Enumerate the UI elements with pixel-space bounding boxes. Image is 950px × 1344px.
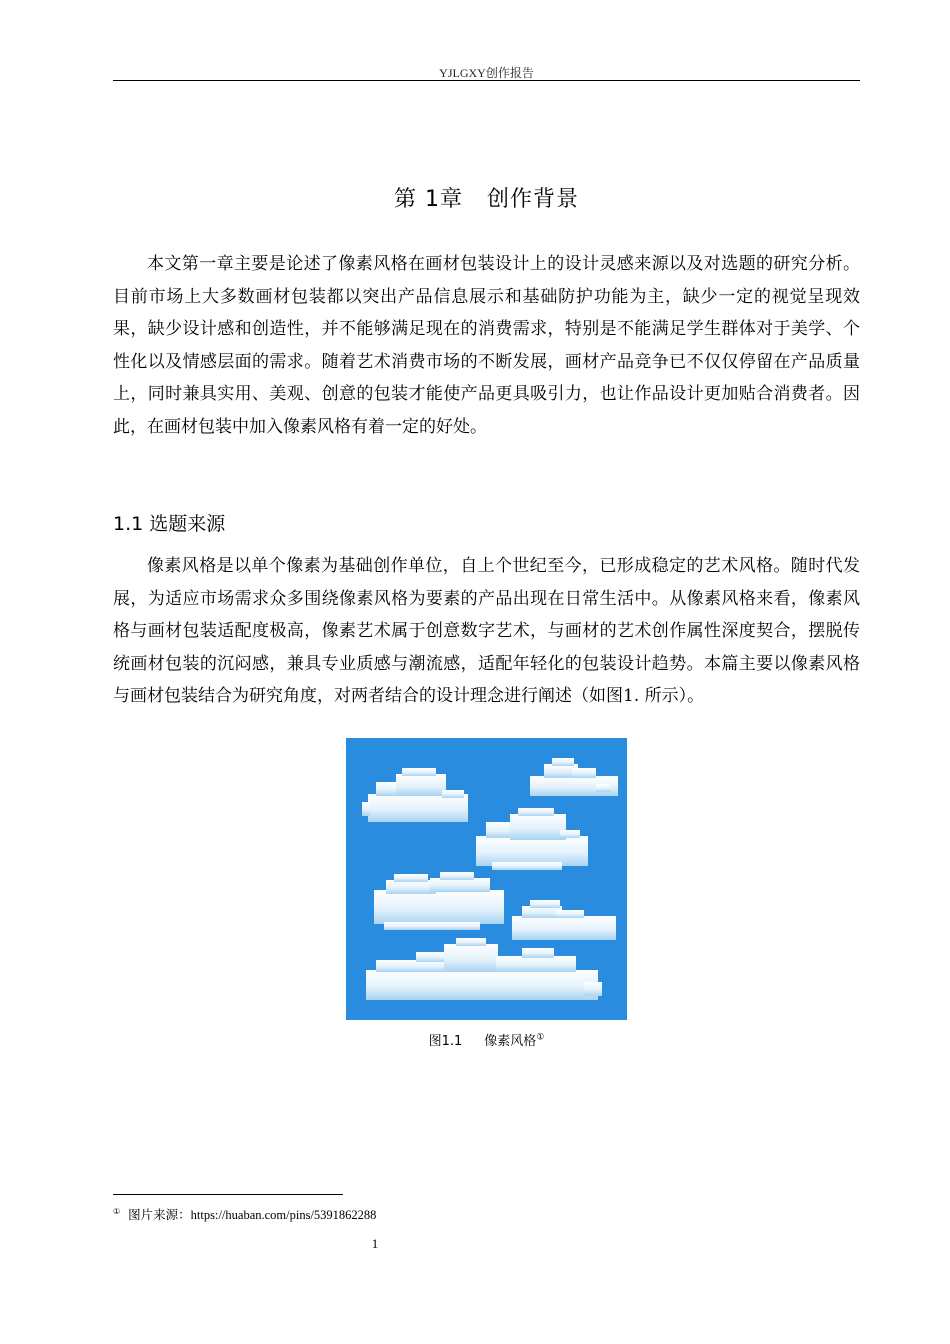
footnote <box>113 1205 376 1223</box>
chapter-title <box>113 182 860 213</box>
cloud-middle-right <box>512 900 616 940</box>
cloud-center <box>476 808 588 870</box>
figure-caption <box>346 1030 627 1049</box>
pixel-clouds-image <box>346 738 627 1020</box>
chapter-number: 第 1章 <box>393 187 463 212</box>
pixel-cloud-figure <box>346 738 627 1020</box>
page-header: YJLGXY创作报告 <box>439 66 534 80</box>
caption-label: 图1.1 <box>428 1034 463 1049</box>
footnote-text: 图片来源：https://huaban.com/pins/5391862288 <box>128 1208 377 1222</box>
chapter-name: 创作背景 <box>486 187 579 212</box>
page-number: 1 <box>371 1236 379 1251</box>
header-rule <box>113 80 860 81</box>
intro-paragraph: 本文第一章主要是论述了像素风格在画材包装设计上的设计灵感来源以及对选题的研究分析。目前市场上大多数画材包装都以突出产品信息展示和基础防护功能为主，缺少一定的视觉呈现效果，缺少设计感和创造性，并不能够满足现在的消费需求，特别是不能满足学生群体对于美学、个性化以及情感层面的需求。随着艺术消费市场的不断发展，画材产品竞争已不仅仅停留在产品质量上，同时兼具实用、美观、创意的包装才能使产品更具吸引力，也让作品设计更加贴合消费者。因此，在画材包装中加入像素风格有着一定的好处。 <box>113 254 860 437</box>
caption-footnote-mark: ① <box>536 1032 545 1043</box>
caption-text: 像素风格 <box>484 1034 537 1049</box>
cloud-middle-left <box>374 872 504 930</box>
footnote-rule <box>113 1194 343 1195</box>
cloud-top-left <box>362 768 468 822</box>
cloud-bottom <box>366 938 602 1000</box>
section-paragraph: 像素风格是以单个像素为基础创作单位，自上个世纪至今，已形成稳定的艺术风格。随时代发展，为适应市场需求众多围绕像素风格为要素的产品出现在日常生活中。从像素风格来看，像素风格与画材包装适配度极高，像素艺术属于创意数字艺术，与画材的艺术创作属性深度契合，摆脱传统画材包装的沉闷感，兼具专业质感与潮流感，适配年轻化的包装设计趋势。本篇主要以像素风格与画材包装结合为研究角度，对两者结合的设计理念进行阐述（如图1. 所示）。 <box>113 556 860 706</box>
cloud-top-right <box>530 758 618 796</box>
section-title: 1.1 选题来源 <box>113 513 226 535</box>
footnote-mark: ① <box>113 1206 121 1216</box>
